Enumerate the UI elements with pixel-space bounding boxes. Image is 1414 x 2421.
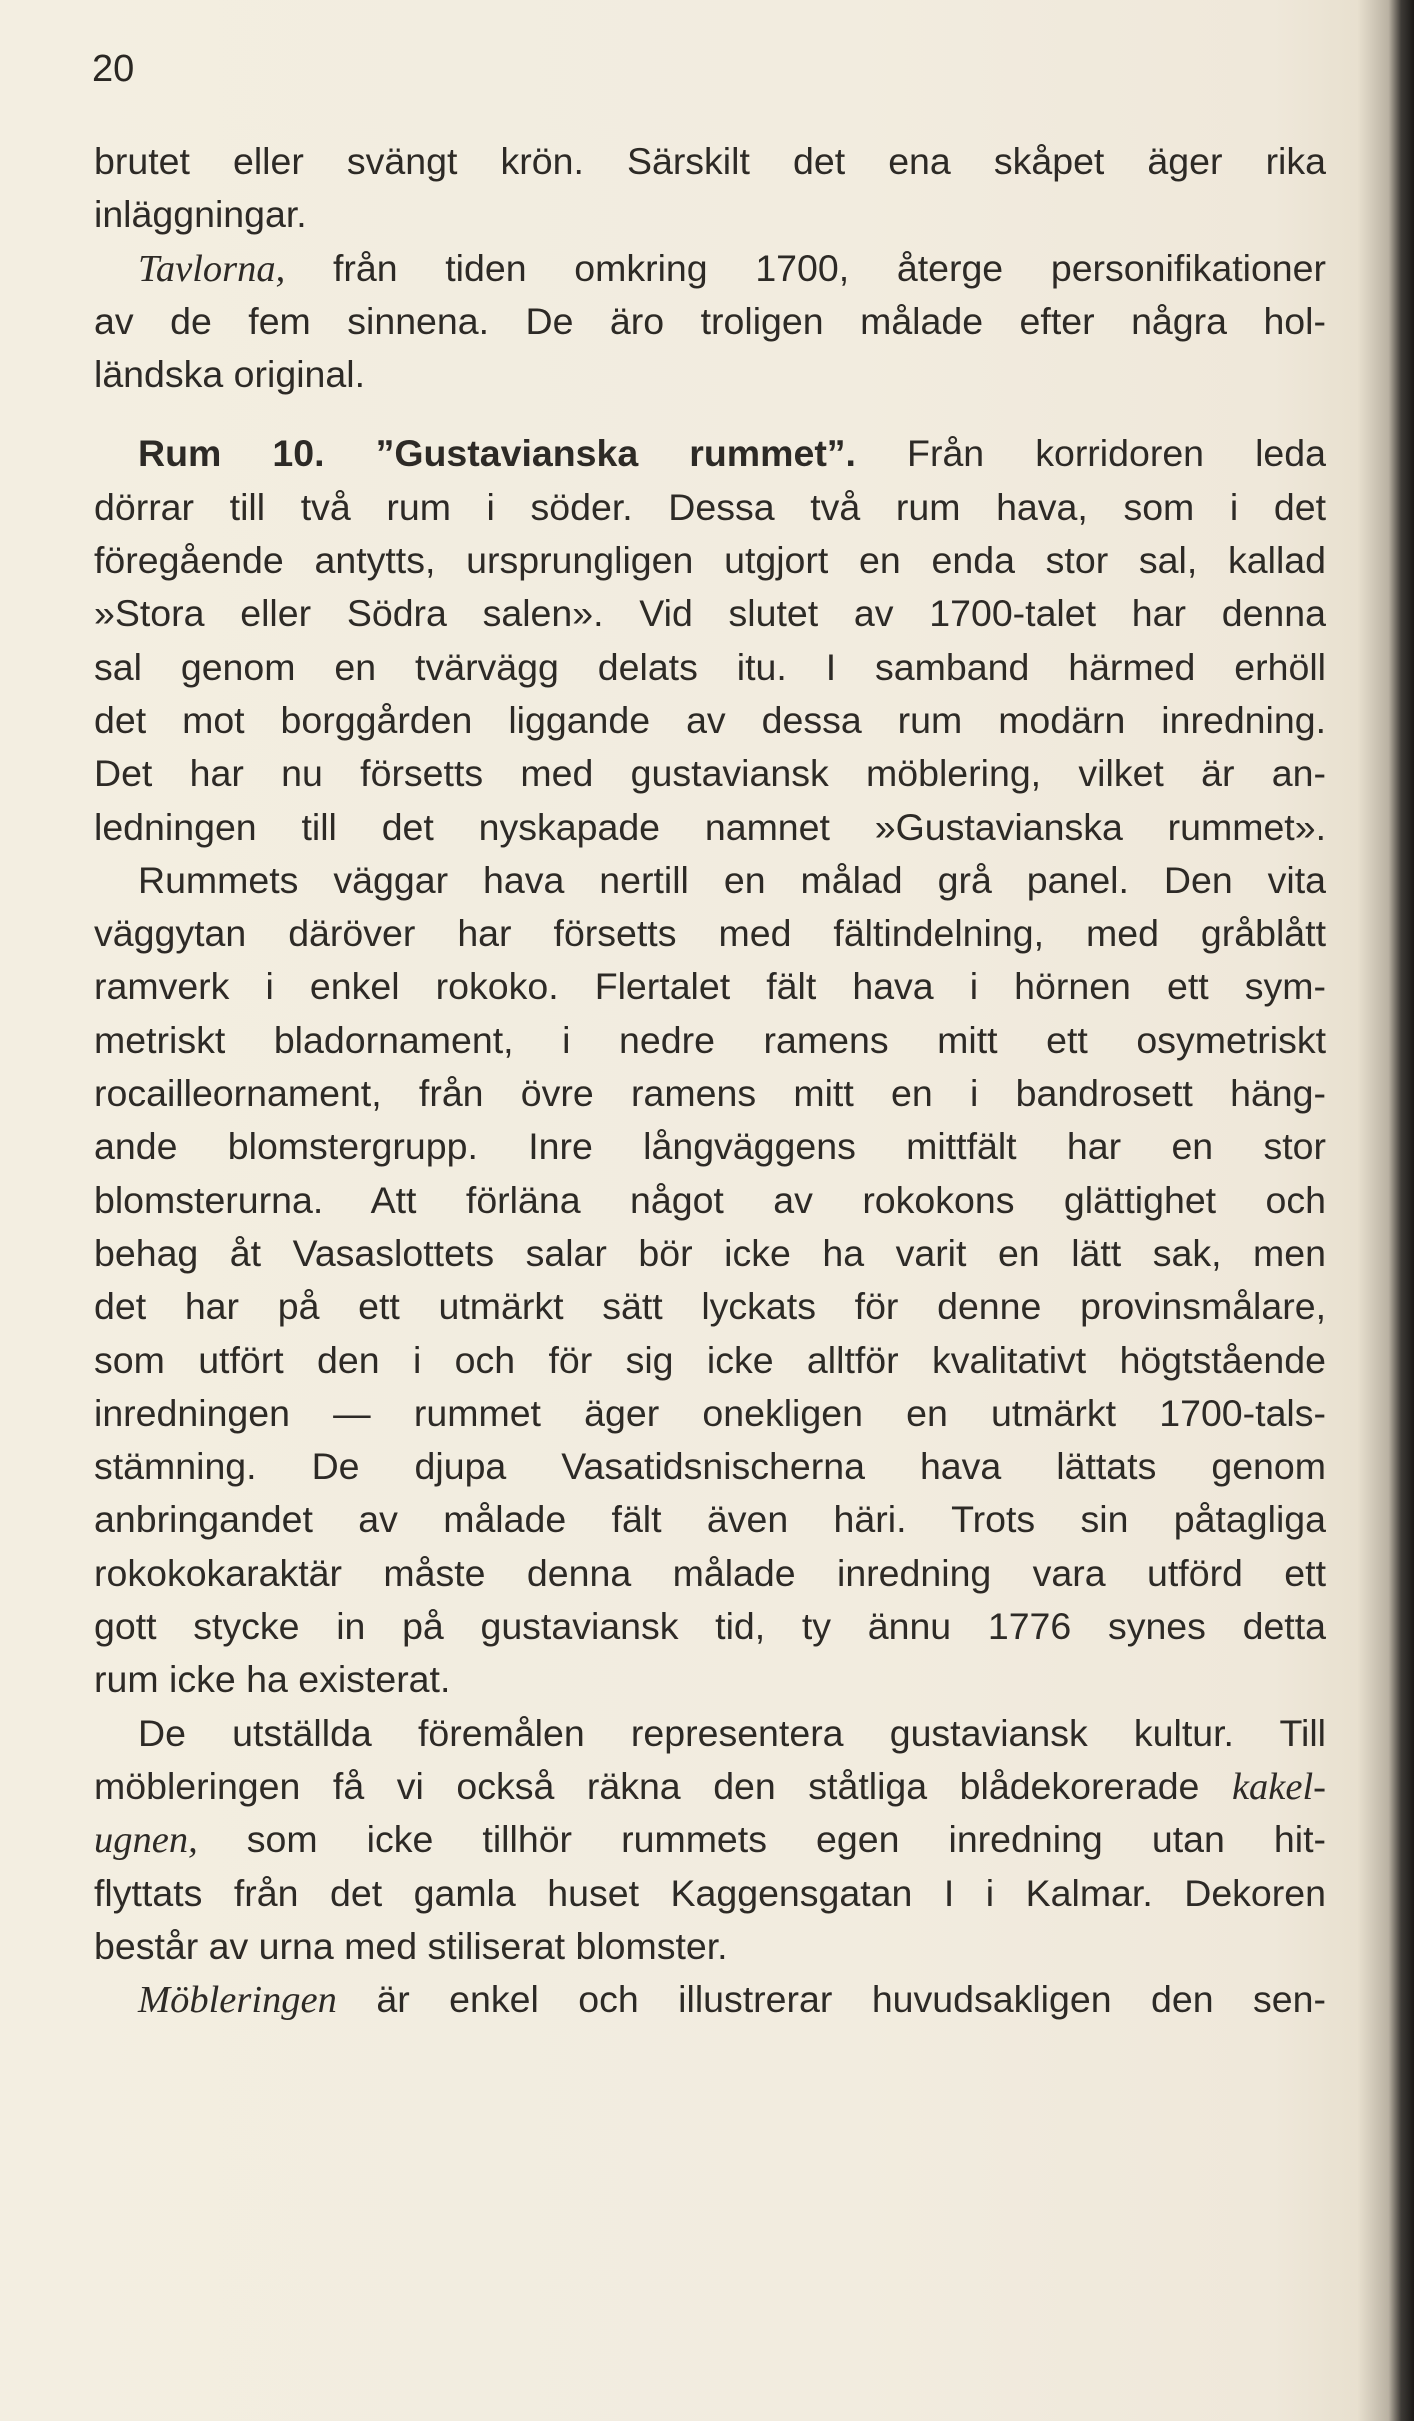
text-line xyxy=(94,1760,1326,1813)
text-line: väggytan däröver har försetts med fältindelning, med gråblått xyxy=(94,912,1326,955)
text-line: brutet eller svängt krön. Särskilt det ena skåpet äger rika xyxy=(94,140,1326,182)
section-heading-line xyxy=(94,427,1326,480)
text-fragment: Från korridoren leda xyxy=(907,432,1326,475)
text-line: ländska original. xyxy=(94,353,365,396)
text-fragment: som icke tillhör rummets egen inredning utan hit- xyxy=(246,1818,1326,1861)
text-fragment: är enkel och illustrerar huvudsakligen den sen- xyxy=(376,1978,1327,2021)
text-line: inläggningar. xyxy=(94,193,307,236)
text-line: flyttats från det gamla huset Kaggensgatan I i Kalmar. Dekoren xyxy=(94,1871,1326,1914)
italic-term-ugnen: ugnen, xyxy=(94,1819,198,1862)
text-fragment: möbleringen få vi också räkna den ståtliga blådekorerade xyxy=(94,1764,1200,1807)
text-line: ande blomstergrupp. Inre långväggens mittfält har en stor xyxy=(94,1125,1326,1168)
italic-term-mobleringen: Möbleringen xyxy=(138,1979,337,2022)
text-line xyxy=(94,1813,1326,1866)
body-text xyxy=(94,135,1326,2026)
room-name: ”Gustavianska rummet”. xyxy=(375,432,856,475)
text-line: föregående antytts, ursprungligen utgjort en enda stor sal, kallad xyxy=(94,539,1326,582)
text-line: stämning. De djupa Vasatidsnischerna hava lättats genom xyxy=(94,1445,1326,1488)
text-line: av de fem sinnena. De äro troligen målade efter några hol- xyxy=(94,299,1326,342)
paragraph-gap xyxy=(94,401,1326,427)
text-line: består av urna med stiliserat blomster. xyxy=(94,1924,728,1967)
text-line: blomsterurna. Att förläna något av rokokons glättighet och xyxy=(94,1178,1326,1221)
text-line: som utfört den i och för sig icke alltför kvalitativt högtstående xyxy=(94,1338,1326,1381)
text-line: rocailleornament, från övre ramens mitt en i bandrosett häng- xyxy=(94,1072,1326,1115)
text-line xyxy=(94,1973,1326,2026)
text-line: metriskt bladornament, i nedre ramens mitt ett osymetriskt xyxy=(94,1018,1326,1061)
text-line: det har på ett utmärkt sätt lyckats för denne provinsmålare, xyxy=(94,1285,1326,1328)
text-line: sal genom en tvärvägg delats itu. I samband härmed erhöll xyxy=(94,645,1326,688)
text-line: rum icke ha existerat. xyxy=(94,1658,451,1701)
text-line: rokokokaraktär måste denna målade inredning vara utförd ett xyxy=(94,1551,1326,1594)
text-line xyxy=(94,242,1326,295)
text-line: De utställda föremålen representera gustaviansk kultur. Till xyxy=(138,1711,1326,1754)
italic-term-tavlorna: Tavlorna, xyxy=(138,247,286,290)
text-line: anbringandet av målade fält även häri. Trots sin påtagliga xyxy=(94,1498,1326,1541)
text-fragment: från tiden omkring 1700, återge personifikationer xyxy=(332,246,1326,289)
text-line: inredningen — rummet äger onekligen en utmärkt 1700-tals- xyxy=(94,1391,1326,1434)
text-line: ramverk i enkel rokoko. Flertalet fält hava i hörnen ett sym- xyxy=(94,965,1326,1008)
room-number: Rum 10. xyxy=(138,432,325,475)
text-line: det mot borggården liggande av dessa rum modärn inredning. xyxy=(94,698,1326,741)
text-line: gott stycke in på gustaviansk tid, ty ännu 1776 synes detta xyxy=(94,1605,1326,1648)
page-number: 20 xyxy=(92,48,135,90)
text-line: Rummets väggar hava nertill en målad grå panel. Den vita xyxy=(138,858,1326,901)
text-line: Det har nu försetts med gustaviansk möblering, vilket är an- xyxy=(94,752,1326,795)
text-line: ledningen till det nyskapade namnet »Gustavianska rummet». xyxy=(94,805,1326,848)
italic-term-kakel: kakel- xyxy=(1231,1765,1327,1808)
text-line: dörrar till två rum i söder. Dessa två rum hava, som i det xyxy=(94,485,1326,528)
text-line: behag åt Vasaslottets salar bör icke ha varit en lätt sak, men xyxy=(94,1231,1326,1274)
text-line: »Stora eller Södra salen». Vid slutet av 1700-talet har denna xyxy=(94,592,1326,635)
